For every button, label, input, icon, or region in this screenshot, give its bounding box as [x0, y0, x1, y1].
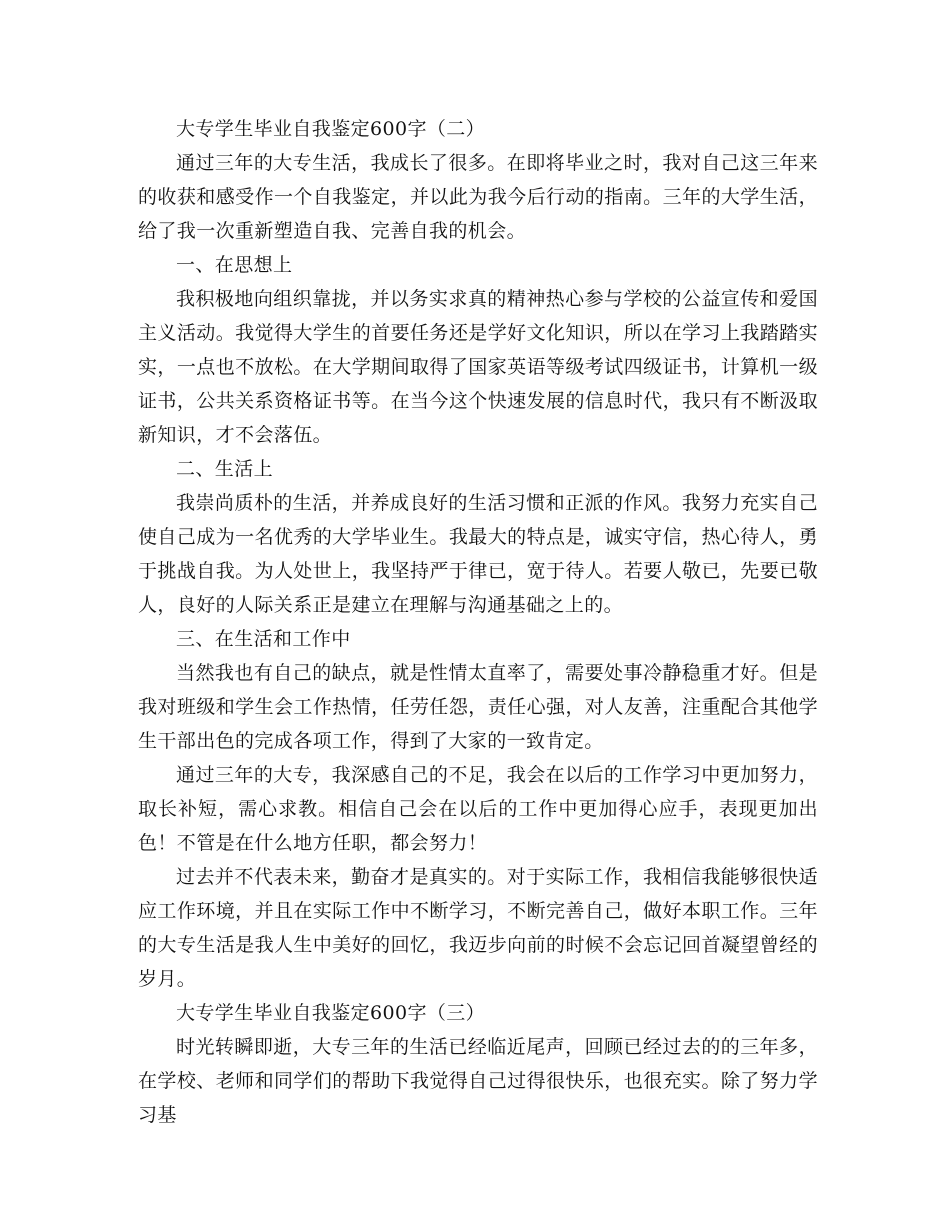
- paragraph: 时光转瞬即逝，大专三年的生活已经临近尾声，回顾已经过去的的三年多，在学校、老师和同学们的帮助下我觉得自己过得很快乐，也很充实。除了努力学习基: [138, 1036, 818, 1126]
- paragraph: 我积极地向组织靠拢，并以务实求真的精神热心参与学校的公益宣传和爱国主义活动。我觉得大学生的首要任务还是学好文化知识，所以在学习上我踏踏实实，一点也不放松。在大学期间取得了国家英语等级考试四级证书，计算机一级证书，公共关系资格证书等。在当今这个快速发展的信息时代，我只有不断汲取新知识，才不会落伍。: [138, 288, 818, 446]
- paragraph: 过去并不代表未来，勤奋才是真实的。对于实际工作，我相信我能够很快适应工作环境，并且在实际工作中不断学习，不断完善自己，做好本职工作。三年的大专生活是我人生中美好的回忆，我迈步向前的时候不会忘记回首凝望曾经的岁月。: [138, 866, 818, 990]
- paragraph: 通过三年的大专生活，我成长了很多。在即将毕业之时，我对自己这三年来的收获和感受作一个自我鉴定，并以此为我今后行动的指南。三年的大学生活，给了我一次重新塑造自我、完善自我的机会。: [138, 152, 818, 242]
- section-title: 大专学生毕业自我鉴定600字（三）: [176, 1002, 486, 1024]
- paragraph: 通过三年的大专，我深感自己的不足，我会在以后的工作学习中更加努力，取长补短，需心求教。相信自己会在以后的工作中更加得心应手，表现更加出色！不管是在什么地方任职，都会努力！: [138, 764, 818, 854]
- paragraph: 我崇尚质朴的生活，并养成良好的生活习惯和正派的作风。我努力充实自己使自己成为一名优秀的大学毕业生。我最大的特点是，诚实守信，热心待人，勇于挑战自我。为人处世上，我坚持严于律已，宽于待人。若要人敬已，先要已敬人，良好的人际关系正是建立在理解与沟通基础之上的。: [138, 492, 818, 616]
- section-heading: 一、在思想上: [176, 254, 293, 276]
- section-title: 大专学生毕业自我鉴定600字（二）: [176, 118, 486, 140]
- section-heading: 三、在生活和工作中: [176, 628, 351, 650]
- document-body: [138, 112, 818, 1132]
- paragraph: 当然我也有自己的缺点，就是性情太直率了，需要处事冷静稳重才好。但是我对班级和学生会工作热情，任劳任怨，责任心强，对人友善，注重配合其他学生干部出色的完成各项工作，得到了大家的一致肯定。: [138, 662, 818, 752]
- section-heading: 二、生活上: [176, 458, 274, 480]
